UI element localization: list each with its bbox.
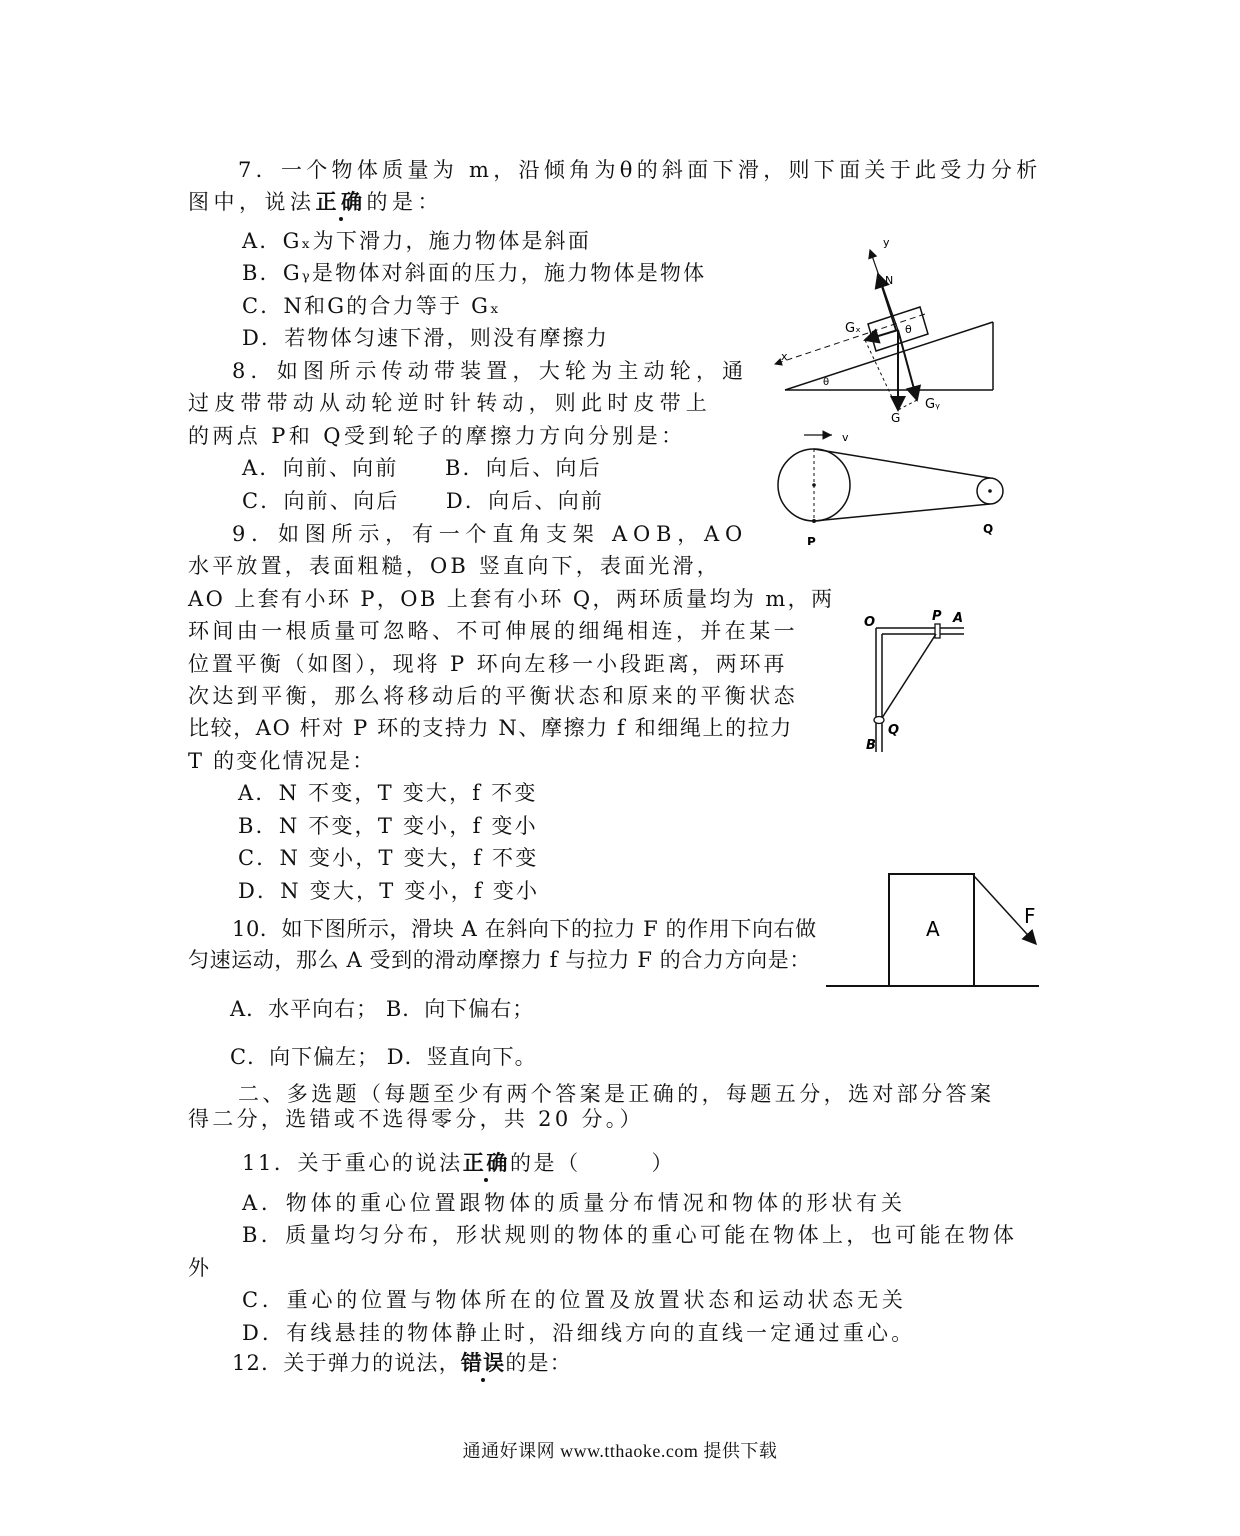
- q7-option-d: D．若物体匀速下滑，则没有摩擦力: [242, 326, 610, 350]
- bracket-aob-diagram: [860, 600, 970, 760]
- q11-emphasis: 正确: [462, 1150, 510, 1175]
- q11-stem-tail: 的是（ ）: [509, 1151, 676, 1175]
- fig8-label-v: v: [842, 431, 849, 444]
- q7-emphasis: 正确: [315, 189, 367, 214]
- q9-option-a: A．N 不变，T 变大，f 不变: [238, 781, 538, 805]
- q9-stem-line2: 水平放置，表面粗糙，OB 竖直向下，表面光滑，: [188, 554, 721, 578]
- q7-stem-tail: 的是：: [366, 190, 443, 214]
- q8-stem-line3: 的两点 P和 Q受到轮子的摩擦力方向分别是：: [188, 424, 686, 448]
- q10-options-cd: C．向下偏左； D．竖直向下。: [230, 1045, 537, 1069]
- q11-option-b-line1: B．质量均匀分布，形状规则的物体的重心可能在物体上，也可能在物体: [242, 1223, 1018, 1247]
- fig9-label-b: B: [866, 738, 876, 753]
- q12-emphasis: 错误: [460, 1350, 506, 1375]
- q9-stem-line1: 9．如图所示，有一个直角支架 AOB，AO: [232, 522, 749, 546]
- section2-line2: 得二分，选错或不选得零分，共 20 分。）: [188, 1107, 644, 1131]
- q11-option-a: A．物体的重心位置跟物体的质量分布情况和物体的形状有关: [242, 1191, 906, 1215]
- q9-option-c: C．N 变小，T 变大，f 不变: [238, 846, 539, 870]
- fig7-label-gx: Gₓ: [845, 321, 861, 336]
- fig7-label-theta: θ: [823, 377, 830, 388]
- fig7-label-x: x: [781, 350, 788, 363]
- q11-option-b-line2: 外: [188, 1256, 212, 1280]
- q8-stem-line2: 过皮带带动从动轮逆时针转动，则此时皮带上: [188, 391, 712, 415]
- q12-stem-text: 12．关于弹力的说法，: [232, 1351, 461, 1375]
- fig8-label-q: Q: [983, 522, 994, 536]
- fig7-label-g: G: [891, 411, 901, 425]
- q7-stem-line2: [188, 187, 443, 217]
- q9-option-d: D．N 变大，T 变小，f 变小: [238, 879, 540, 903]
- q7-option-a: A．Gₓ为下滑力，施力物体是斜面: [242, 229, 592, 253]
- q11-stem: [242, 1148, 675, 1178]
- q10-options-ab: A．水平向右； B．向下偏右；: [230, 997, 535, 1021]
- q8-options-ab: A．向前、向前 B．向后、向后: [242, 456, 602, 480]
- section2-line1: 二、多选题（每题至少有两个答案是正确的，每题五分，选对部分答案: [238, 1082, 995, 1106]
- q7-stem-line1: 7．一个物体质量为 m，沿倾角为θ的斜面下滑，则下面关于此受力分析: [238, 158, 1042, 182]
- q12-stem: [232, 1348, 572, 1378]
- q9-stem-line8: T 的变化情况是：: [188, 749, 376, 773]
- q9-stem-line3: AO 上套有小环 P，OB 上套有小环 Q，两环质量均为 m，两: [188, 587, 835, 611]
- fig7-label-gy: Gᵧ: [925, 397, 940, 412]
- fig9-label-a: A: [953, 611, 964, 626]
- fig9-label-o: O: [864, 615, 876, 630]
- q9-option-b: B．N 不变，T 变小，f 变小: [238, 814, 538, 838]
- fig7-label-n: N: [885, 274, 894, 287]
- fig7-label-y: y: [883, 236, 890, 249]
- q9-stem-line4: 环间由一根质量可忽略、不可伸展的细绳相连，并在某一: [188, 619, 798, 643]
- q11-option-d: D．有线悬挂的物体静止时，沿细线方向的直线一定通过重心。: [242, 1321, 916, 1345]
- q7-option-b: B．Gᵧ是物体对斜面的压力，施力物体是物体: [242, 261, 707, 285]
- q8-options-cd: C．向前、向后 D．向后、向前: [242, 489, 605, 513]
- q9-stem-line6: 次达到平衡，那么将移动后的平衡状态和原来的平衡状态: [188, 684, 798, 708]
- page-footer: 通通好课网 www.tthaoke.com 提供下载: [462, 1441, 778, 1461]
- fig10-label-a: A: [926, 917, 940, 941]
- q9-stem-line5: 位置平衡（如图），现将 P 环向左移一小段距离，两环再: [188, 652, 788, 676]
- fig8-label-p: P: [807, 535, 816, 545]
- fig10-label-f: F: [1024, 904, 1036, 928]
- incline-force-diagram: [765, 232, 1005, 432]
- q7-stem-text: 图中，说法: [188, 190, 316, 214]
- fig9-label-p: P: [932, 609, 942, 624]
- q10-stem-line1: 10．如下图所示，滑块 A 在斜向下的拉力 F 的作用下向右做: [232, 917, 817, 941]
- q7-option-c: C．N和G的合力等于 Gₓ: [242, 294, 502, 318]
- block-pull-diagram: [824, 868, 1054, 993]
- fig9-label-q: Q: [888, 723, 900, 738]
- fig7-label-theta-top: θ: [905, 323, 912, 336]
- q11-stem-text: 11．关于重心的说法: [242, 1151, 463, 1175]
- q8-stem-line1: 8．如图所示传动带装置，大轮为主动轮，通: [232, 359, 749, 383]
- q10-stem-line2: 匀速运动，那么 A 受到的滑动摩擦力 f 与拉力 F 的合力方向是：: [188, 948, 811, 972]
- q11-option-c: C．重心的位置与物体所在的位置及放置状态和运动状态无关: [242, 1288, 907, 1312]
- belt-drive-diagram: [770, 425, 1015, 545]
- q12-stem-tail: 的是：: [505, 1351, 572, 1375]
- q9-stem-line7: 比较，AO 杆对 P 环的支持力 N、摩擦力 f 和细绳上的拉力: [188, 716, 793, 740]
